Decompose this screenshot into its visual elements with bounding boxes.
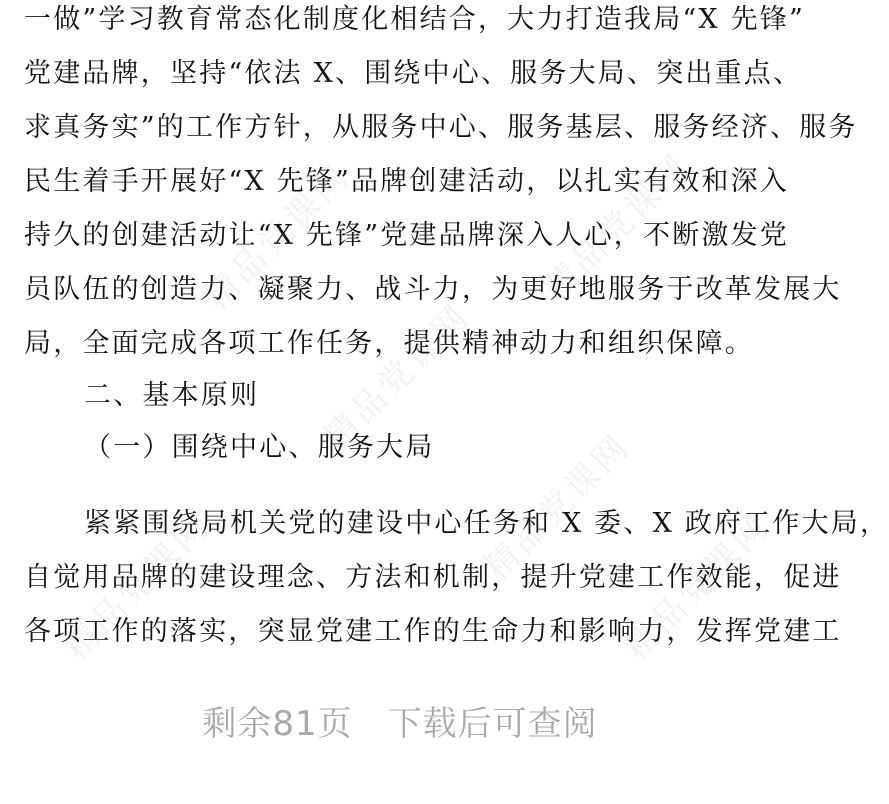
watermark: 精品党课网 xyxy=(196,155,359,319)
watermark: 精品党课网 xyxy=(616,505,779,669)
watermark: 精品党课网 xyxy=(56,505,219,669)
text-line-2: 党建品牌，坚持“依法 X、围绕中心、服务大局、突出重点、 xyxy=(24,58,803,89)
section-heading: 二、基本原则 xyxy=(84,380,260,411)
para2-line-1: 紧紧围绕局机关党的建设中心任务和 X 委、X 政府工作大局， xyxy=(84,508,889,539)
text-line-1: 一做”学习教育常态化制度化相结合，大力打造我局“X 先锋” xyxy=(24,4,806,35)
remaining-pages-text[interactable]: 剩余81页 下载后可查阅 xyxy=(202,704,598,744)
watermark: 精品党课网 xyxy=(536,145,699,309)
text-line-4: 民生着手开展好“X 先锋”品牌创建活动，以扎实有效和深入 xyxy=(24,166,790,197)
watermark: 精品党课网 xyxy=(316,295,479,459)
para2-line-3: 各项工作的落实，突显党建工作的生命力和影响力，发挥党建工 xyxy=(24,616,842,647)
text-line-6: 员队伍的创造力、凝聚力、战斗力，为更好地服务于改革发展大 xyxy=(24,274,842,305)
para2-line-2: 自觉用品牌的建设理念、方法和机制，提升党建工作效能，促进 xyxy=(24,562,842,593)
text-line-3: 求真务实”的工作方针，从服务中心、服务基层、服务经济、服务 xyxy=(24,112,858,143)
text-line-7: 局，全面完成各项工作任务，提供精神动力和组织保障。 xyxy=(24,328,754,359)
subsection-heading: （一）围绕中心、服务大局 xyxy=(84,432,435,463)
watermark: 精品党课网 xyxy=(476,425,639,589)
text-line-5: 持久的创建活动让“X 先锋”党建品牌深入人心，不断激发党 xyxy=(24,220,790,251)
download-banner[interactable] xyxy=(0,690,800,804)
